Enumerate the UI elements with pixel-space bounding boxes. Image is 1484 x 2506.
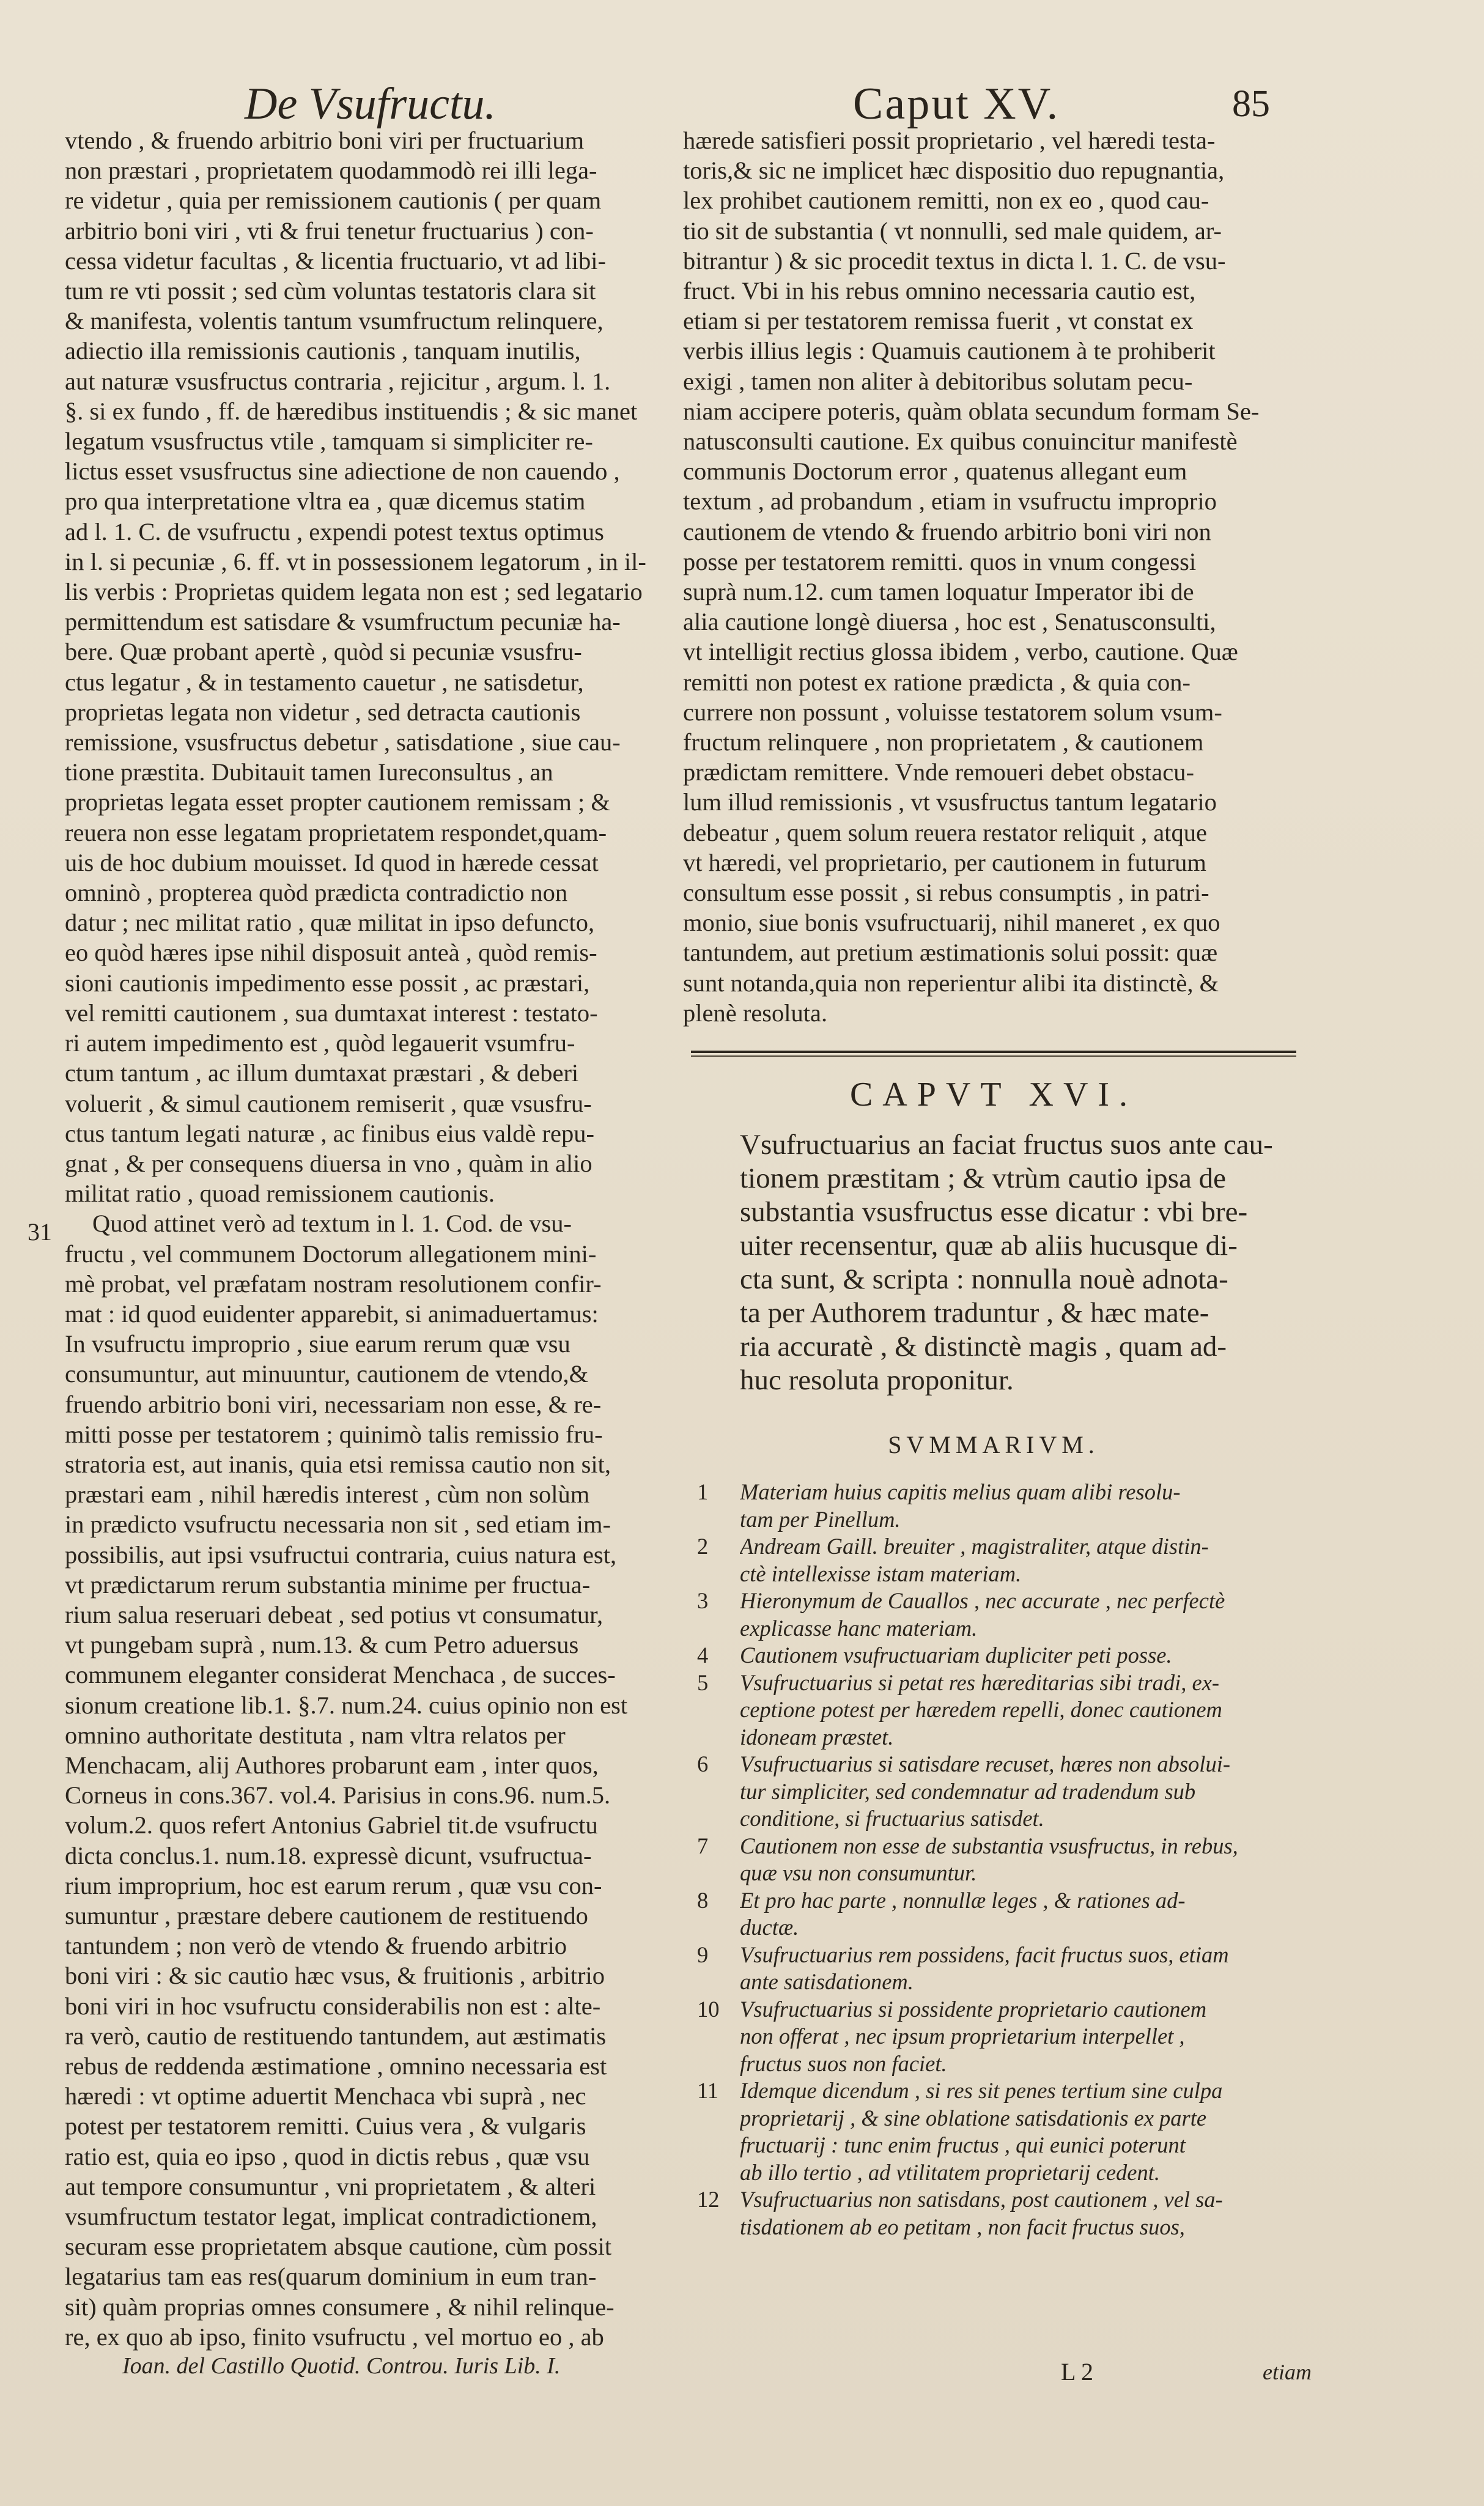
summarium-item (697, 1669, 1296, 1751)
text-line: Et pro hac parte , nonnullæ leges , & rationes ad- (740, 1887, 1186, 1913)
text-line: ria accuratè , & distinctè magis , quam ad- (740, 1331, 1227, 1362)
text-line: volum.2. quos refert Antonius Gabriel tit.de vsufructu (65, 1811, 598, 1839)
text-line: ra verò, cautio de restituendo tantundem, aut æstimatis (65, 2022, 607, 2050)
text-line: mè probat, vel præfatam nostram resolutionem confir- (65, 1270, 602, 1298)
text-line: fructu , vel communem Doctorum allegationem mini- (65, 1240, 597, 1268)
text-line: aut tempore consumuntur , vni proprietatem , & alteri (65, 2172, 596, 2200)
text-line: Vsufructuarius si satisdare recuset, hæres non absolui- (740, 1751, 1230, 1776)
text-line: vt prædictarum rerum substantia minime per fructua- (65, 1570, 591, 1599)
summarium-item (697, 1887, 1296, 1942)
text-line: gnat , & per consequens diuersa in vno , quàm in alio (65, 1149, 592, 1177)
text-line: idoneam præstet. (740, 1724, 894, 1750)
text-line: mitti posse per testatorem ; quinimò talis remissio fru- (65, 1420, 603, 1448)
text-line: etiam si per testatorem remissa fuerit , vt constat ex (683, 307, 1194, 335)
text-line: in l. si pecuniæ , 6. ff. vt in possessionem legatorum , in il- (65, 547, 646, 575)
running-head-right: Caput XV. (853, 79, 1060, 129)
text-line: sionum creatione lib.1. §.7. num.24. cuius opinio non est (65, 1691, 628, 1719)
summarium-item (697, 1833, 1296, 1887)
summarium-item-text (740, 2186, 1296, 2241)
text-line: prædictam remittere. Vnde remoueri debet obstacu- (683, 758, 1194, 786)
text-line: legatarius tam eas res(quarum dominium in eum tran- (65, 2263, 597, 2291)
text-line: Materiam huius capitis melius quam alibi resolu- (740, 1479, 1181, 1504)
summarium-item-text (740, 1833, 1296, 1887)
text-line: securam esse proprietatem absque cautione, cùm possit (65, 2233, 612, 2261)
text-line: vt pungebam suprà , num.13. & cum Petro aduersus (65, 1631, 579, 1659)
summarium-item-number: 3 (697, 1588, 709, 1613)
summarium-item-text (740, 1588, 1296, 1642)
summarium-item (697, 1588, 1296, 1642)
summarium-item (697, 1942, 1296, 1996)
summarium-item (697, 1533, 1296, 1588)
summarium-item-number: 11 (697, 2078, 719, 2103)
text-line: ta per Authorem traduntur , & hæc mate- (740, 1297, 1209, 1329)
text-line: monio, siue bonis vsufructuarij, nihil maneret , ex quo (683, 909, 1220, 937)
text-line: proprietas legata esset propter cautionem remissam ; & (65, 788, 610, 816)
text-line: Andream Gaill. breuiter , magistraliter, atque distin- (740, 1534, 1209, 1559)
catchword: etiam (1263, 2360, 1312, 2384)
text-line: dicta conclus.1. num.18. expressè dicunt, vsufructua- (65, 1841, 592, 1869)
text-line: fructus suos non faciet. (740, 2050, 947, 2076)
text-line: cautionem de vtendo & fruendo arbitrio boni viri non (683, 517, 1211, 545)
text-line: Vsufructuarius an faciat fructus suos ante cau- (740, 1129, 1273, 1161)
summarium-item (697, 2077, 1296, 2186)
text-line: tur simpliciter, sed condemnatur ad tradendum sub (740, 1778, 1196, 1804)
summarium-item-text (740, 1479, 1296, 1533)
text-line: verbis illius legis : Quamuis cautionem à te prohiberit (683, 337, 1216, 365)
text-line: Cautionem vsufructuariam dupliciter peti posse. (740, 1643, 1172, 1668)
text-line: fruct. Vbi in his rebus omnino necessaria cautio est, (683, 277, 1196, 305)
text-line: exigi , tamen non aliter à debitoribus solutam pecu- (683, 367, 1193, 395)
text-line: possibilis, aut ipsi vsufructui contraria, cuius natura est, (65, 1540, 617, 1569)
summarium-item-text (740, 1669, 1296, 1751)
summarium-list (697, 1479, 1296, 2241)
text-line: rium salua reseruari debeat , sed potius vt consumatur, (65, 1600, 604, 1628)
text-line: Cautionem non esse de substantia vsusfructus, in rebus, (740, 1833, 1238, 1858)
summarium-item-number: 8 (697, 1887, 709, 1913)
summarium-item-number: 9 (697, 1942, 709, 1967)
section-rule (691, 1051, 1296, 1053)
text-line: vsumfructum testator legat, implicat contradictionem, (65, 2203, 597, 2231)
text-line: communis Doctorum error , quatenus allegant eum (683, 457, 1187, 486)
summarium-item-number: 1 (697, 1479, 709, 1504)
text-line: conditione, si fructuarius satisdet. (740, 1806, 1044, 1831)
text-line: rium improprium, hoc est earum rerum , quæ vsu con- (65, 1871, 602, 1899)
text-line: natusconsulti cautione. Ex quibus conuincitur manifestè (683, 427, 1238, 456)
text-line: omninò , propterea quòd prædicta contradictio non (65, 879, 568, 907)
text-line: uiter recensentur, quæ ab aliis hucusque di- (740, 1230, 1238, 1262)
text-line: tantundem, aut pretium æstimationis solui possit: quæ (683, 939, 1218, 967)
summarium-item-text (740, 1642, 1296, 1669)
text-line: lex prohibet cautionem remitti, non ex eo , quod cau- (683, 187, 1209, 215)
text-line: & manifesta, volentis tantum vsumfructum relinquere, (65, 307, 604, 335)
text-line: tam per Pinellum. (740, 1506, 901, 1532)
text-line: communem eleganter considerat Menchaca , de succes- (65, 1661, 616, 1689)
text-line: ri autem impedimento est , quòd legauerit vsumfru- (65, 1029, 575, 1057)
summarium-item (697, 1642, 1296, 1669)
text-line: reuera non esse legatam proprietatem respondet,quam- (65, 818, 607, 846)
summarium-item (697, 1479, 1296, 1533)
signature-mark: L 2 (1061, 2358, 1093, 2386)
text-line: ctus tantum legati naturæ , ac finibus eius valdè repu- (65, 1119, 595, 1147)
text-line: fructum relinquere , non proprietatem , & cautionem (683, 728, 1204, 756)
text-line: Vsufructuarius si possidente proprietario cautionem (740, 1996, 1207, 2022)
text-line: tum re vti possit ; sed cùm voluntas testatoris clara sit (65, 277, 596, 305)
text-line: consultum esse possit , si rebus consumptis , in patri- (683, 879, 1209, 907)
text-line: ad l. 1. C. de vsufructu , expendi potest textus optimus (65, 517, 604, 545)
running-head-left: De Vsufructu. (245, 79, 497, 129)
summarium-item-number: 10 (697, 1996, 720, 2022)
text-line: hærede satisfieri possit proprietario , vel hæredi testa- (683, 127, 1216, 154)
text-line: tione præstita. Dubitauit tamen Iureconsultus , an (65, 758, 553, 786)
text-line: ctus legatur , & in testamento cauetur , ne satisdetur, (65, 668, 584, 696)
text-line: re videtur , quia per remissionem cautionis ( per quam (65, 187, 602, 215)
section-rule-thin (691, 1055, 1296, 1057)
footer-author-title: Ioan. del Castillo Quotid. Controu. Iuris Lib. I. (122, 2353, 561, 2379)
text-line: sunt notanda,quia non reperientur alibi ita distinctè, & (683, 969, 1219, 997)
text-line: §. si ex fundo , ff. de hæredibus instituendis ; & sic manet (65, 397, 638, 425)
text-line: ratio est, quia eo ipso , quod in dictis rebus , quæ vsu (65, 2142, 590, 2170)
text-line: posse per testatorem remitti. quos in vnum congessi (683, 547, 1197, 575)
text-line: suprà num.12. cum tamen loquatur Imperator ibi de (683, 578, 1194, 606)
summarium-item (697, 1751, 1296, 1833)
text-line: vtendo , & fruendo arbitrio boni viri per fructuarium (65, 127, 585, 154)
summarium-item-number: 4 (697, 1643, 709, 1668)
right-text-column (683, 125, 1301, 1028)
text-line: ceptione potest per hæredem repelli, donec cautionem (740, 1697, 1222, 1722)
chapter-title: CAPVT XVI. (849, 1076, 1138, 1114)
text-line: præstari eam , nihil hæredis interest , cùm non solùm (65, 1480, 590, 1509)
summarium-item-text (740, 1533, 1296, 1588)
text-line: adiectio illa remissionis cautionis , tanquam inutilis, (65, 337, 581, 365)
text-line: pro qua interpretatione vltra ea , quæ dicemus statim (65, 487, 586, 516)
summarium-item-text (740, 1942, 1296, 1996)
text-line: ductæ. (740, 1915, 799, 1940)
text-line: tio sit de substantia ( vt nonnulli, sed male quidem, ar- (683, 216, 1222, 245)
text-line: fructuarij : tunc enim fructus , qui eunici poterunt (740, 2132, 1186, 2157)
text-line: legatum vsusfructus vtile , tamquam si simpliciter re- (65, 427, 593, 456)
text-line: eo quòd hæres ipse nihil disposuit anteà , quòd remis- (65, 939, 597, 967)
text-line: lictus esset vsusfructus sine adiectione de non cauendo , (65, 457, 620, 486)
text-line: omnino authoritate destituta , nam vltra relatos per (65, 1721, 566, 1749)
text-line: tantundem ; non verò de vtendo & fruendo arbitrio (65, 1932, 567, 1960)
text-line: Vsufructuarius rem possidens, facit fructus suos, etiam (740, 1942, 1229, 1967)
text-line: mat : id quod euidenter apparebit, si animaduertamus: (65, 1299, 599, 1328)
text-line: re, ex quo ab ipso, finito vsufructu , vel mortuo eo , ab (65, 2323, 604, 2351)
summarium-item-number: 5 (697, 1669, 709, 1695)
summarium-item-number: 12 (697, 2187, 720, 2212)
text-line: alia cautione longè diuersa , hoc est , Senatusconsulti, (683, 608, 1216, 636)
text-line: permittendum est satisdare & vsumfructum pecuniæ ha- (65, 608, 621, 636)
text-line: non offerat , nec ipsum proprietarium interpellet , (740, 2024, 1185, 2049)
summarium-item-text (740, 1751, 1296, 1833)
text-line: vt intelligit rectius glossa ibidem , verbo, cautione. Quæ (683, 638, 1238, 666)
text-line: sit) quàm proprias omnes consumere , & nihil relinque- (65, 2293, 615, 2321)
text-line: currere non possunt , voluisse testatorem solum vsum- (683, 698, 1222, 726)
text-line: stratoria est, aut inanis, quia etsi remissa cautio non sit, (65, 1450, 611, 1478)
text-line: non præstari , proprietatem quodammodò rei illi lega- (65, 157, 597, 185)
text-line: Idemque dicendum , si res sit penes tertium sine culpa (740, 2078, 1223, 2103)
text-line: huc resoluta proponitur. (740, 1364, 1014, 1396)
text-line: Corneus in cons.367. vol.4. Parisius in cons.96. num.5. (65, 1781, 611, 1809)
text-line: rebus de reddenda æstimatione , omnino necessaria est (65, 2052, 607, 2080)
text-line: militat ratio , quoad remissionem cautionis. (65, 1180, 495, 1208)
text-line: lis verbis : Proprietas quidem legata non est ; sed legatario (65, 578, 643, 606)
text-line: cessa videtur facultas , & licentia fructuario, vt ad libi- (65, 246, 607, 275)
text-line: in prædicto vsufructu necessaria non sit , sed etiam im- (65, 1510, 611, 1539)
text-line: Vsufructuarius non satisdans, post cautionem , vel sa- (740, 2187, 1223, 2212)
text-line: niam accipere poteris, quàm oblata secundum formam Se- (683, 397, 1260, 425)
text-line: ab illo tertio , ad vtilitatem proprietarij cedent. (740, 2159, 1160, 2185)
text-line: cta sunt, & scripta : nonnulla nouè adnota- (740, 1263, 1228, 1295)
text-line: tisdationem ab eo petitam , non facit fructus suos, (740, 2214, 1185, 2239)
text-line: arbitrio boni viri , vti & frui tenetur fructuarius ) con- (65, 216, 594, 245)
text-line: fruendo arbitrio boni viri, necessariam non esse, & re- (65, 1390, 602, 1418)
text-line: datur ; nec militat ratio , quæ militat in ipso defuncto, (65, 909, 595, 937)
text-line: textum , ad probandum , etiam in vsufructu improprio (683, 487, 1217, 516)
text-line: consumuntur, aut minuuntur, cautionem de vtendo,& (65, 1360, 589, 1388)
text-line: Vsufructuarius si petat res hæreditarias sibi tradi, ex- (740, 1669, 1220, 1695)
text-line: voluerit , & simul cautionem remiserit , quæ vsusfru- (65, 1089, 592, 1117)
text-line: bitrantur ) & sic procedit textus in dicta l. 1. C. de vsu- (683, 246, 1226, 275)
text-line: vt hæredi, vel proprietario, per cautionem in futurum (683, 848, 1206, 876)
summarium-item-number: 7 (697, 1833, 709, 1858)
text-line: potest per testatorem remitti. Cuius vera , & vulgaris (65, 2112, 586, 2140)
text-line: sioni cautionis impedimento esse possit , ac præstari, (65, 969, 590, 997)
text-line: vel remitti cautionem , sua dumtaxat interest : testato- (65, 999, 598, 1027)
summarium-item-text (740, 1887, 1296, 1942)
text-line: Hieronymum de Cauallos , nec accurate , nec perfectè (740, 1588, 1225, 1613)
text-line: ctè intellexisse istam materiam. (740, 1561, 1022, 1586)
margin-paragraph-number: 31 (28, 1218, 52, 1246)
chapter-summary (740, 1128, 1302, 1397)
text-line: plenè resoluta. (683, 999, 828, 1027)
text-line: quæ vsu non consumuntur. (740, 1860, 977, 1885)
text-line: substantia vsusfructus esse dicatur : vbi bre- (740, 1196, 1248, 1228)
left-text-column (65, 125, 676, 2352)
summarium-item (697, 1996, 1296, 2078)
text-line: sumuntur , præstare debere cautionem de restituendo (65, 1901, 588, 1929)
text-line: debeatur , quem solum reuera restator reliquit , atque (683, 818, 1207, 846)
text-line: aut naturæ vsusfructus contraria , rejicitur , argum. l. 1. (65, 367, 611, 395)
text-line: boni viri in hoc vsufructu considerabilis non est : alte- (65, 1992, 601, 2020)
summarium-heading: SVMMARIVM. (888, 1431, 1099, 1458)
text-line: ctum tantum , ac illum dumtaxat præstari , & deberi (65, 1059, 579, 1087)
text-line: lum illud remissionis , vt vsusfructus tantum legatario (683, 788, 1217, 816)
text-line: ante satisdationem. (740, 1969, 914, 1994)
text-line: uis de hoc dubium mouisset. Id quod in hærede cessat (65, 848, 599, 876)
summarium-item-number: 6 (697, 1751, 709, 1776)
text-line: Menchacam, alij Authores probarunt eam , inter quos, (65, 1751, 599, 1779)
text-line: boni viri : & sic cautio hæc vsus, & fruitionis , arbitrio (65, 1962, 605, 1990)
summarium-item-text (740, 2077, 1296, 2186)
text-line: Quod attinet verò ad textum in l. 1. Cod. de vsu- (92, 1210, 572, 1238)
text-line: hæredi : vt optime aduertit Menchaca vbi suprà , nec (65, 2082, 586, 2110)
summarium-item-number: 2 (697, 1534, 709, 1559)
page-number: 85 (1232, 83, 1270, 125)
text-line: In vsufructu improprio , siue earum rerum quæ vsu (65, 1330, 570, 1358)
text-line: proprietas legata non videtur , sed detracta cautionis (65, 698, 581, 726)
text-line: remissione, vsusfructus debetur , satisdatione , siue cau- (65, 728, 621, 756)
text-line: remitti non potest ex ratione prædicta , & quia con- (683, 668, 1191, 696)
text-line: toris,& sic ne implicet hæc dispositio duo repugnantia, (683, 157, 1225, 185)
text-line: bere. Quæ probant apertè , quòd si pecuniæ vsusfru- (65, 638, 582, 666)
summarium-item-text (740, 1996, 1296, 2078)
summarium-item (697, 2186, 1296, 2241)
text-line: explicasse hanc materiam. (740, 1615, 978, 1641)
text-line: tionem præstitam ; & vtrùm cautio ipsa de (740, 1162, 1226, 1194)
text-line: proprietarij , & sine oblatione satisdationis ex parte (740, 2105, 1207, 2131)
